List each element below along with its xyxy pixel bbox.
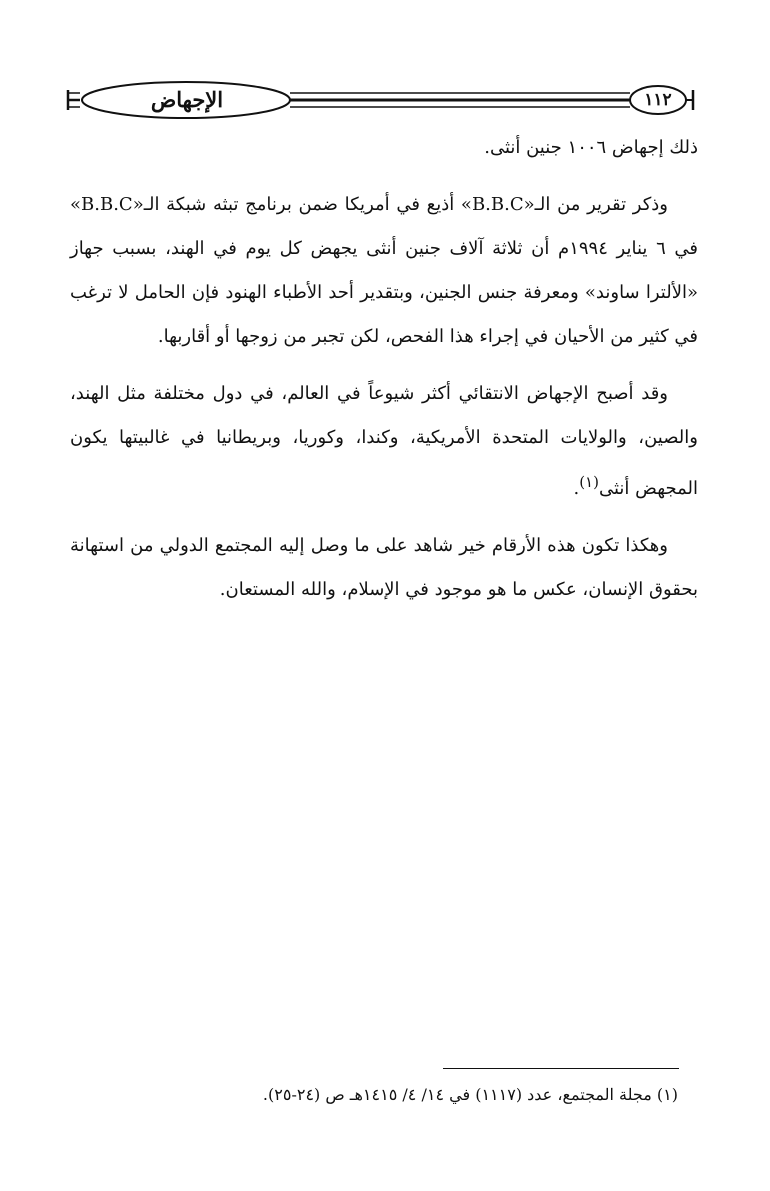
chapter-title: الإجهاض bbox=[150, 87, 224, 112]
page-number: ١١٢ bbox=[644, 90, 672, 110]
paragraph-4: وهكذا تكون هذه الأرقام خير شاهد على ما وصل إليه المجتمع الدولي من استهانة بحقوق الإنسان، عكس ما هو موجود في الإسلام، والله المستعان. bbox=[70, 535, 698, 600]
footnote-separator bbox=[443, 1068, 679, 1069]
running-header bbox=[66, 78, 696, 122]
paragraph-3-end: . bbox=[573, 478, 580, 499]
footnote-reference: (١) bbox=[579, 473, 599, 491]
main-text bbox=[70, 126, 698, 625]
paragraph-1: ذلك إجهاض ١٠٠٦ جنين أنثى. bbox=[484, 137, 698, 158]
paragraph-2: وذكر تقرير من الـ«B.B.C» أذيع في أمريكا ضمن برنامج تبثه شبكة الـ«B.B.C» في ٦ يناير ١٩٩٤م أن ثلاثة آلاف جنين أنثى يجهض كل يوم في الهند، بسبب جهاز «الألترا ساوند» ومعرفة جنس الجنين، وبتقدير أحد الأطباء الهنود فإن الحامل لا ترغب في كثير من الأحيان في إجراء هذا الفحص، لكن تجبر من زوجها أو أقاربها. bbox=[70, 194, 698, 347]
paragraph-3-text: وقد أصبح الإجهاض الانتقائي أكثر شيوعاً في العالم، في دول مختلفة مثل الهند، والصين، والولايات المتحدة الأمريكية، وكندا، وكوريا، وبريطانيا في غالبيتها يكون المجهض أنثى bbox=[70, 383, 698, 499]
footnote: (١) مجلة المجتمع، عدد (١١١٧) في ١٤/ ٤/ ١٤١٥هـ ص (٢٤-٢٥). bbox=[262, 1085, 678, 1104]
paragraph-3 bbox=[70, 372, 698, 511]
